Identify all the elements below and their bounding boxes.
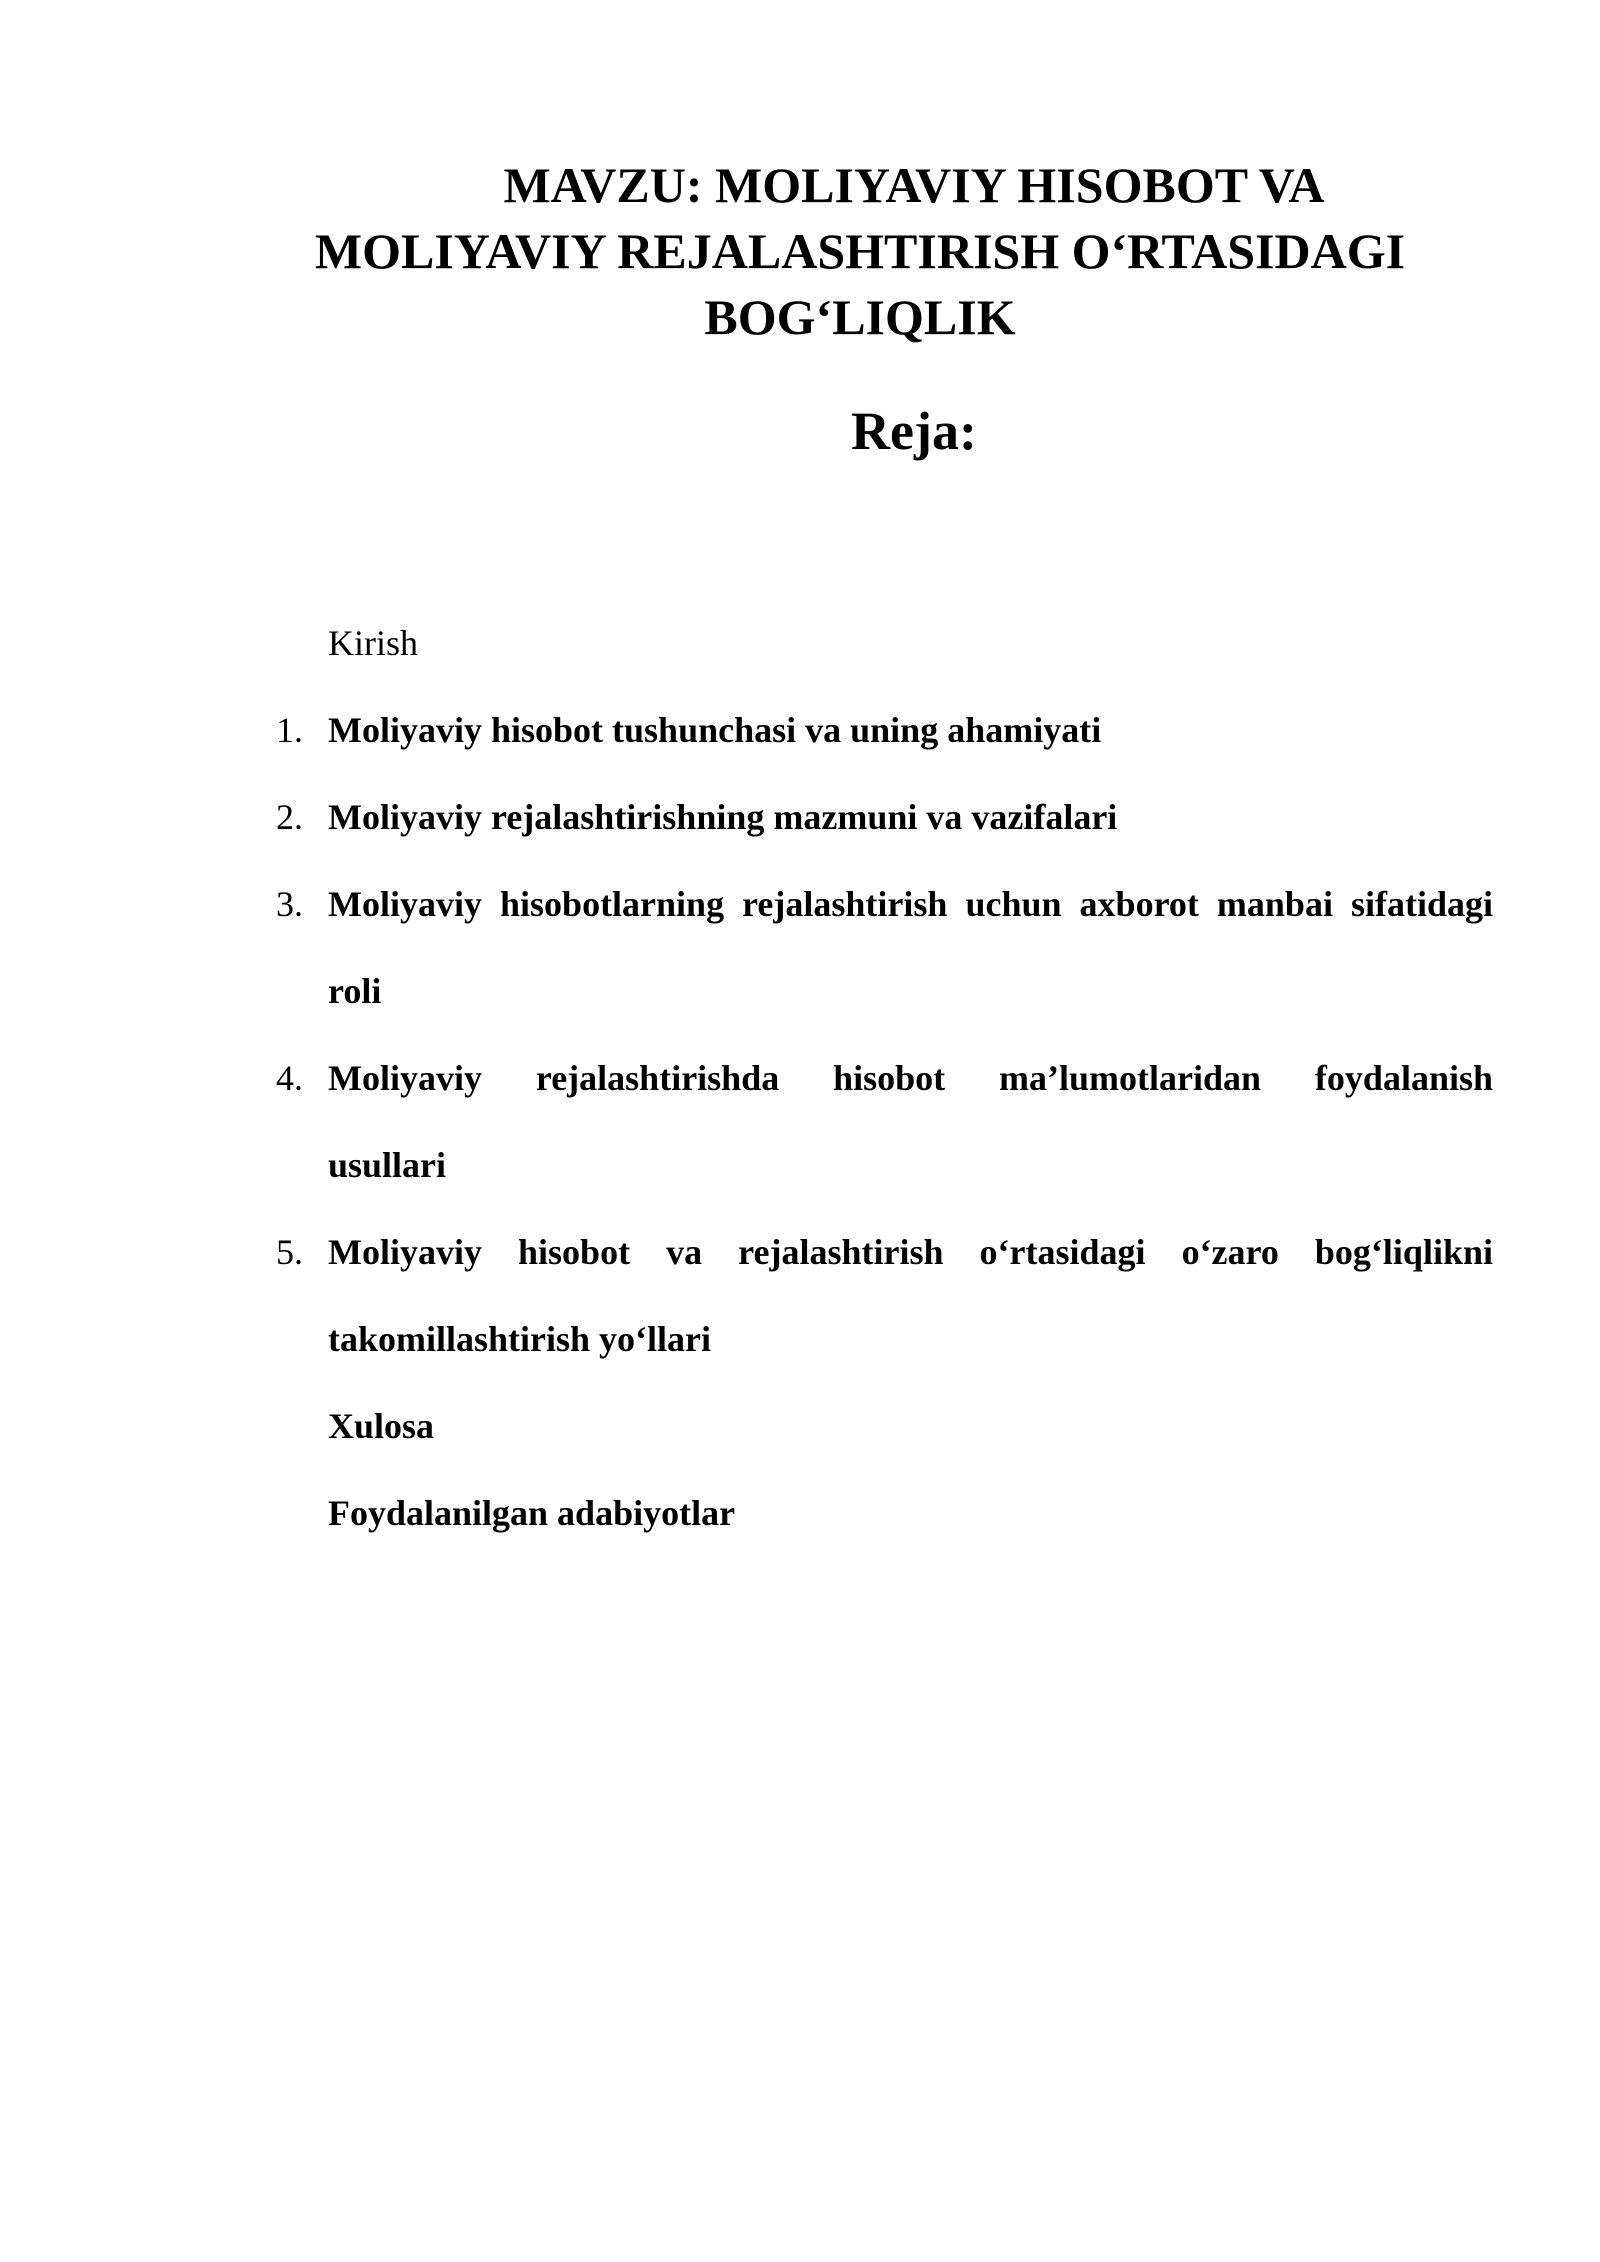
plan-item-text: Moliyaviy rejalashtirishda hisobot ma’lumotlaridan foydalanish xyxy=(328,1058,1493,1098)
plan-heading: Reja: xyxy=(851,401,977,461)
plan-item-text: Moliyaviy hisobot va rejalashtirish o‘rtasidagi o‘zaro bog‘liqlikni xyxy=(328,1232,1493,1272)
document-title xyxy=(230,152,1490,350)
plan-item-3-continuation: roli xyxy=(328,971,382,1011)
plan-item-number: 3. xyxy=(276,884,303,924)
plan-item-5-continuation: takomillashtirish yo‘llari xyxy=(328,1319,712,1359)
plan-intro: Kirish xyxy=(328,623,418,663)
plan-conclusion: Xulosa xyxy=(328,1406,435,1446)
plan-item-text: Moliyaviy hisobot tushunchasi va uning ahamiyati xyxy=(328,710,1102,750)
plan-item-4-continuation: usullari xyxy=(328,1145,447,1185)
plan-item-number: 4. xyxy=(276,1058,303,1098)
plan-item-2 xyxy=(276,774,1493,861)
plan-item-5 xyxy=(276,1209,1493,1296)
plan-item-number: 5. xyxy=(276,1232,303,1272)
plan-item-text: Moliyaviy hisobotlarning rejalashtirish uchun axborot manbai sifatidagi xyxy=(328,884,1493,924)
plan-item-number: 1. xyxy=(276,710,303,750)
plan-item-number: 2. xyxy=(276,797,303,837)
plan-item-text: Moliyaviy rejalashtirishning mazmuni va vazifalari xyxy=(328,797,1118,837)
plan-item-4 xyxy=(276,1035,1493,1122)
title-line-1: MAVZU: MOLIYAVIY HISOBOT VA xyxy=(503,157,1325,213)
title-line-2: MOLIYAVIY REJALASHTIRISH O‘RTASIDAGI xyxy=(314,223,1406,279)
plan-item-1 xyxy=(276,687,1493,774)
plan-item-3 xyxy=(276,861,1493,948)
title-line-3: BOG‘LIQLIK xyxy=(704,289,1016,345)
plan-list xyxy=(276,600,1493,1557)
plan-references: Foydalanilgan adabiyotlar xyxy=(328,1493,736,1533)
